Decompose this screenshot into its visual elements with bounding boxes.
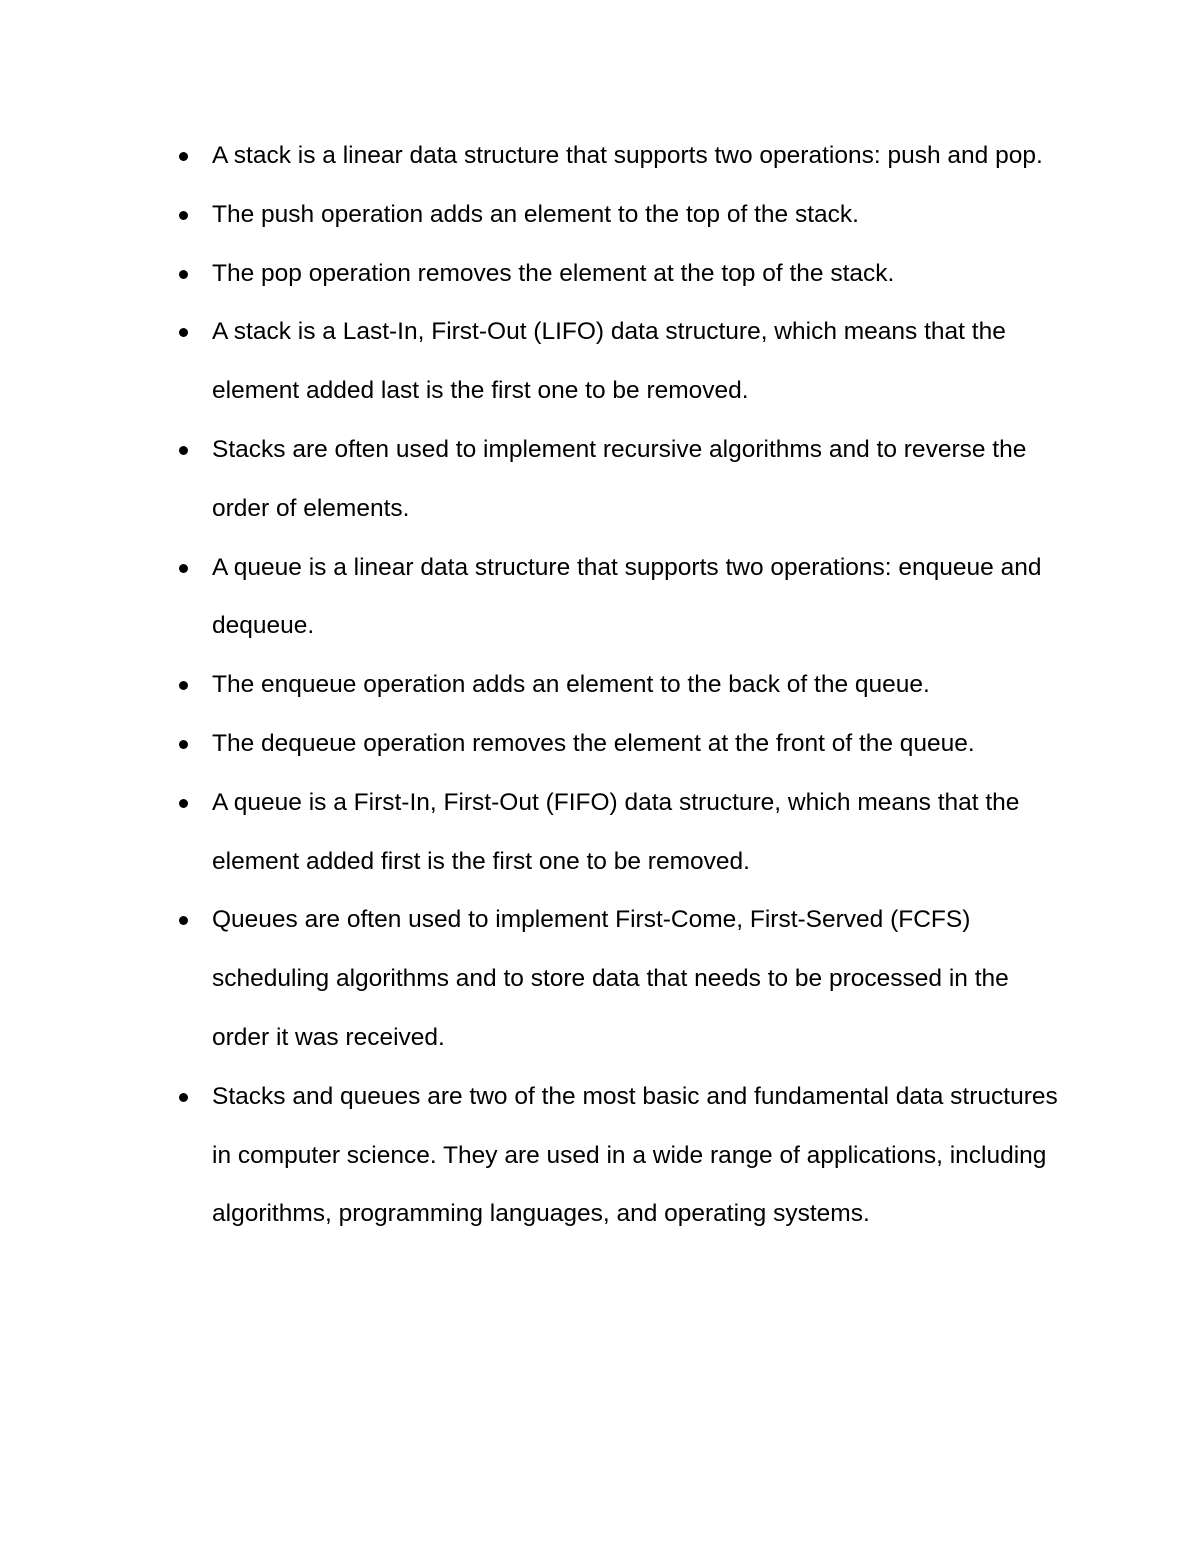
list-item (212, 127, 1072, 186)
list-item-text: Stacks and queues are two of the most basic and fundamental data structures in computer science. They are used in a wide range of applications, including algorithms, programming languages, and operating systems. (212, 1082, 1058, 1228)
bullet-icon (179, 1093, 188, 1102)
list-item-text: Queues are often used to implement First-Come, First-Served (FCFS) scheduling algorithms and to store data that needs to be processed in the order it was received. (212, 906, 1009, 1051)
bullet-icon (179, 152, 188, 161)
list-item-text: The push operation adds an element to the top of the stack. (212, 200, 859, 228)
list-item (212, 656, 1072, 715)
bullet-icon (179, 681, 188, 690)
bullet-icon (179, 799, 188, 808)
bullet-icon (179, 446, 188, 455)
bullet-icon (179, 328, 188, 337)
list-item (212, 303, 1072, 421)
list-item-text: The pop operation removes the element at the top of the stack. (212, 259, 895, 287)
list-item-text: Stacks are often used to implement recursive algorithms and to reverse the order of elements. (212, 435, 1027, 522)
bullet-list (212, 127, 1072, 1244)
list-item-text: A stack is a Last-In, First-Out (LIFO) data structure, which means that the element added last is the first one to be removed. (212, 318, 1006, 405)
list-item-text: A stack is a linear data structure that supports two operations: push and pop. (212, 142, 1043, 169)
bullet-icon (179, 740, 188, 749)
list-item-text: The dequeue operation removes the element at the front of the queue. (212, 729, 975, 757)
list-item (212, 245, 1072, 304)
list-item-text: A queue is a First-In, First-Out (FIFO) data structure, which means that the element added first is the first one to be removed. (212, 788, 1020, 875)
bullet-icon (179, 564, 188, 573)
list-item (212, 186, 1072, 245)
bullet-icon (179, 211, 188, 220)
bullet-icon (179, 916, 188, 925)
list-item-text: The enqueue operation adds an element to the back of the queue. (212, 671, 930, 699)
list-item (212, 774, 1072, 892)
list-item (212, 891, 1072, 1067)
list-item (212, 421, 1072, 539)
bullet-icon (179, 270, 188, 279)
list-item-text: A queue is a linear data structure that supports two operations: enqueue and dequeue. (212, 553, 1042, 640)
list-item (212, 539, 1072, 657)
list-item (212, 715, 1072, 774)
list-item (212, 1068, 1072, 1244)
